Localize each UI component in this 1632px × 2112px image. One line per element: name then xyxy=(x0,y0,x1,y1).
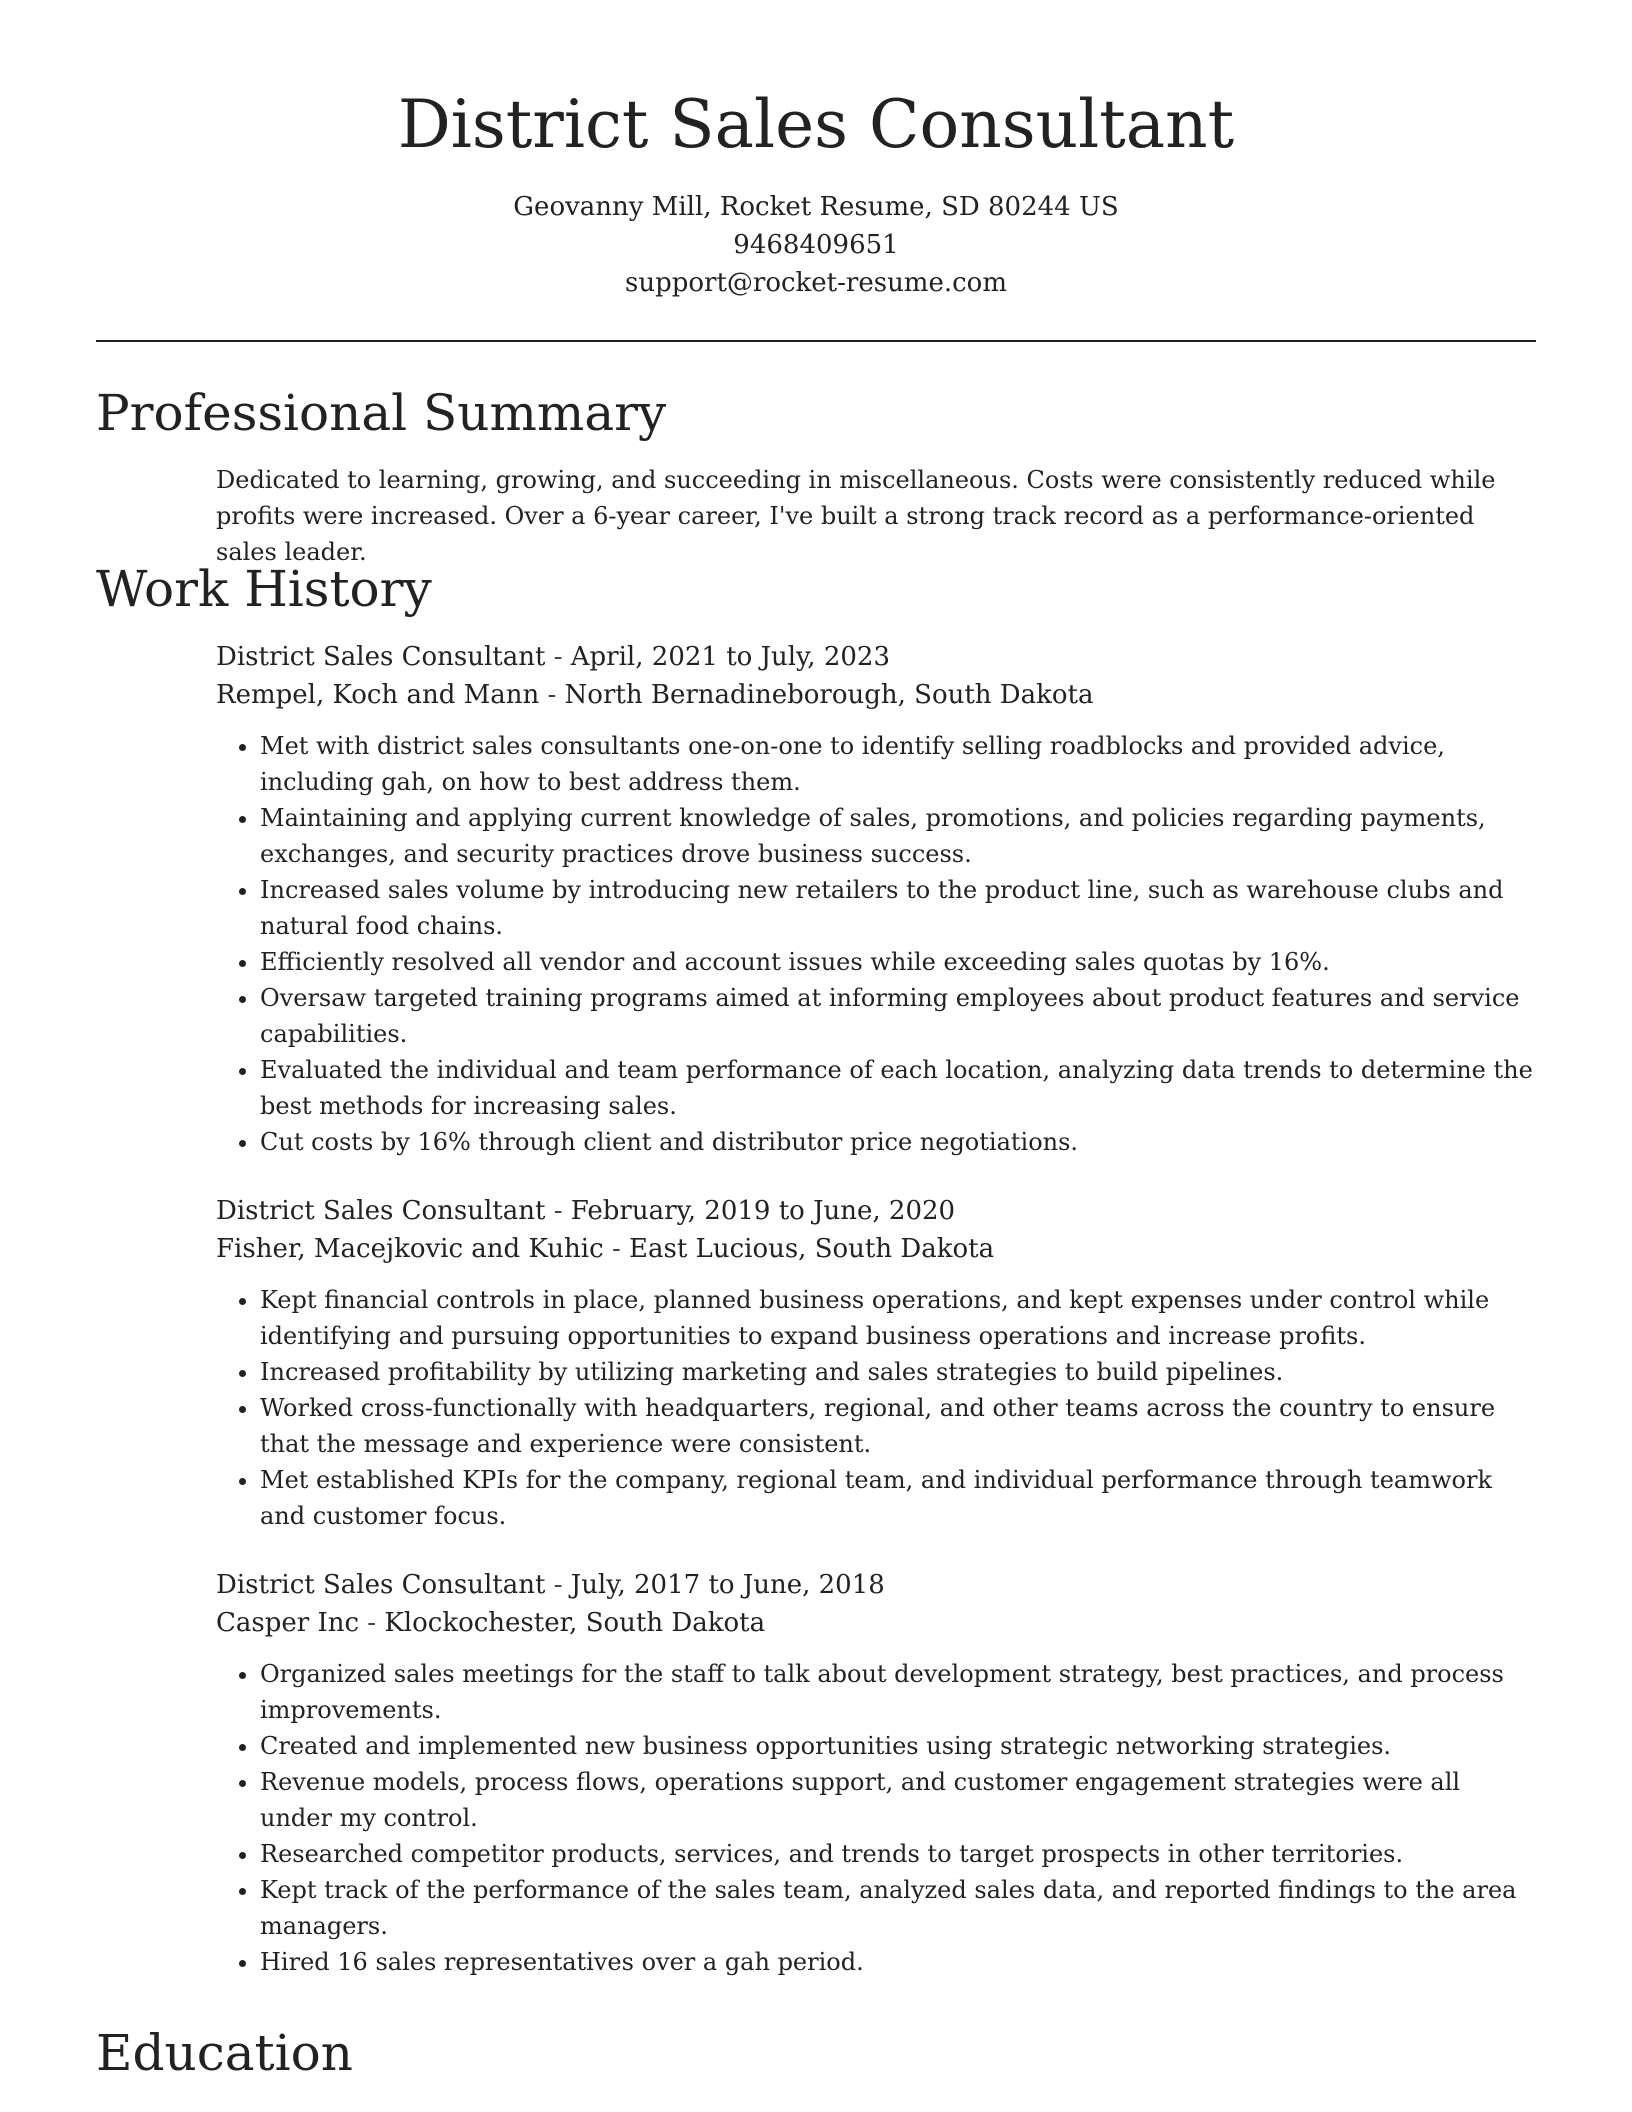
job-company: Casper Inc xyxy=(216,1608,360,1638)
header-divider xyxy=(96,340,1536,342)
resume-page xyxy=(96,0,1536,2082)
job-bullets xyxy=(216,1656,1536,1980)
job-entry xyxy=(216,1192,1536,1534)
job-role: District Sales Consultant xyxy=(216,1570,546,1600)
job-title-line: District Sales Consultant - April, 2021 to July, 2023 xyxy=(216,642,890,672)
job-entry xyxy=(216,1566,1536,1980)
education-heading: Education xyxy=(96,2024,353,2082)
resume-name: District Sales Consultant xyxy=(397,86,1235,163)
job-bullet: • Evaluated the individual and team performance of each location, analyzing data trends to determine the best methods for increasing sales. xyxy=(260,1052,1536,1124)
job-bullet: • Researched competitor products, services, and trends to target prospects in other territories. xyxy=(260,1836,1536,1872)
contact-block xyxy=(96,188,1536,302)
job-dates: February, 2019 to June, 2020 xyxy=(570,1196,956,1226)
job-company-line: Fisher, Macejkovic and Kuhic - East Lucious, South Dakota xyxy=(216,1234,995,1264)
job-company: Rempel, Koch and Mann xyxy=(216,680,540,710)
job-title-line: District Sales Consultant - February, 2019 to June, 2020 xyxy=(216,1196,956,1226)
job-role: District Sales Consultant xyxy=(216,1196,546,1226)
job-bullet: • Oversaw targeted training programs aimed at informing employees about product features and service capabilities. xyxy=(260,980,1536,1052)
summary-heading: Professional Summary xyxy=(96,384,667,442)
job-company: Fisher, Macejkovic and Kuhic xyxy=(216,1234,604,1264)
work-history-heading: Work History xyxy=(96,560,432,618)
job-entry xyxy=(216,638,1536,1160)
contact-phone: 9468409651 xyxy=(733,230,899,260)
job-bullet: • Efficiently resolved all vendor and account issues while exceeding sales quotas by 16%. xyxy=(260,944,1536,980)
job-bullet: • Cut costs by 16% through client and distributor price negotiations. xyxy=(260,1124,1536,1160)
job-company-line: Rempel, Koch and Mann - North Bernadineborough, South Dakota xyxy=(216,680,1094,710)
job-list xyxy=(216,638,1536,2012)
job-company-line: Casper Inc - Klockochester, South Dakota xyxy=(216,1608,766,1638)
contact-address: Geovanny Mill, Rocket Resume, SD 80244 US xyxy=(513,192,1119,222)
job-bullets xyxy=(216,728,1536,1160)
job-bullet: • Maintaining and applying current knowledge of sales, promotions, and policies regarding payments, exchanges, and security practices drove business success. xyxy=(260,800,1536,872)
job-bullet: • Kept financial controls in place, planned business operations, and kept expenses under control while identifying and pursuing opportunities to expand business operations and increase profits. xyxy=(260,1282,1536,1354)
job-bullets xyxy=(216,1282,1536,1534)
job-bullet: • Met established KPIs for the company, regional team, and individual performance through teamwork and customer focus. xyxy=(260,1462,1536,1534)
job-bullet: • Revenue models, process flows, operations support, and customer engagement strategies were all under my control. xyxy=(260,1764,1536,1836)
job-location: Klockochester, South Dakota xyxy=(384,1608,766,1638)
job-bullet: • Created and implemented new business opportunities using strategic networking strategies. xyxy=(260,1728,1536,1764)
job-bullet: • Kept track of the performance of the sales team, analyzed sales data, and reported findings to the area managers. xyxy=(260,1872,1536,1944)
job-bullet: • Met with district sales consultants one-on-one to identify selling roadblocks and provided advice, including gah, on how to best address them. xyxy=(260,728,1536,800)
job-bullet: • Increased profitability by utilizing marketing and sales strategies to build pipelines. xyxy=(260,1354,1536,1390)
summary-text: Dedicated to learning, growing, and succeeding in miscellaneous. Costs were consistently reduced while profits were increased. Over a 6-year career, I've built a strong track record as a performance-oriented sales leader. xyxy=(216,466,1496,566)
job-bullet: • Organized sales meetings for the staff to talk about development strategy, best practices, and process improvements. xyxy=(260,1656,1536,1728)
job-role: District Sales Consultant xyxy=(216,642,546,672)
job-bullet: • Hired 16 sales representatives over a gah period. xyxy=(260,1944,1536,1980)
contact-email: support@rocket-resume.com xyxy=(624,268,1007,298)
job-bullet: • Increased sales volume by introducing new retailers to the product line, such as warehouse clubs and natural food chains. xyxy=(260,872,1536,944)
job-bullet: • Worked cross-functionally with headquarters, regional, and other teams across the country to ensure that the message and experience were consistent. xyxy=(260,1390,1536,1462)
job-location: North Bernadineborough, South Dakota xyxy=(564,680,1094,710)
job-dates: July, 2017 to June, 2018 xyxy=(570,1570,885,1600)
job-location: East Lucious, South Dakota xyxy=(629,1234,995,1264)
job-title-line: District Sales Consultant - July, 2017 to June, 2018 xyxy=(216,1570,885,1600)
job-dates: April, 2021 to July, 2023 xyxy=(570,642,890,672)
